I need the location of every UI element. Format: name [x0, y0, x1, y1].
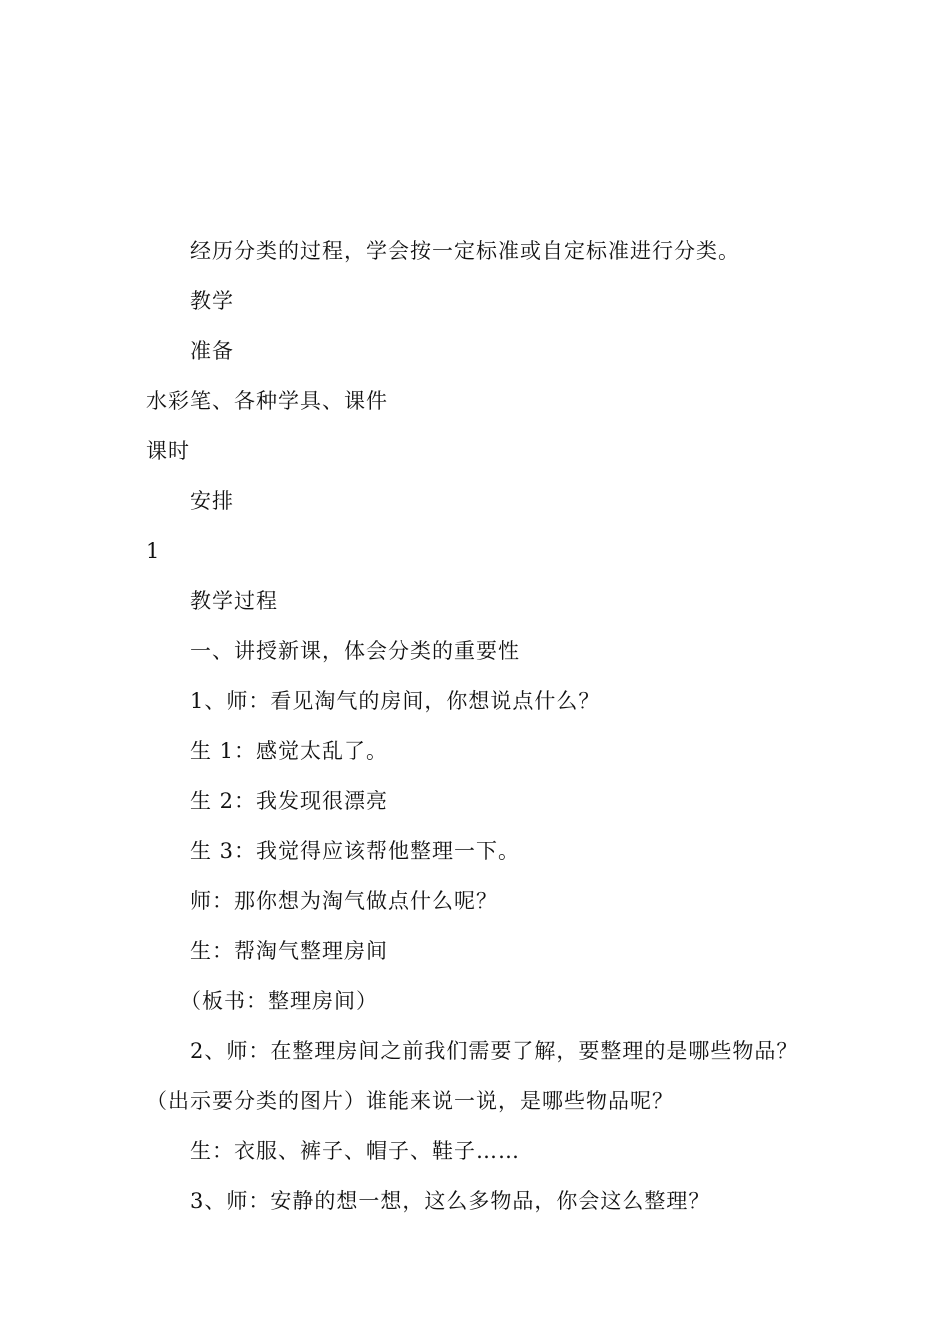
student-answer-1: 生 1：感觉太乱了。 [190, 739, 389, 763]
label-preparation: 准备 [190, 339, 234, 363]
student-answer-3: 生 3：我觉得应该帮他整理一下。 [190, 839, 521, 863]
teacher-question-2-continued: （出示要分类的图片）谁能来说一说，是哪些物品呢？ [146, 1089, 674, 1113]
label-teaching: 教学 [190, 289, 234, 313]
teacher-followup: 师：那你想为淘气做点什么呢？ [190, 889, 498, 913]
teacher-question-2: 2、师：在整理房间之前我们需要了解，要整理的是哪些物品？ [190, 1039, 799, 1063]
preparation-materials: 水彩笔、各种学具、课件 [146, 389, 388, 413]
blackboard-note: （板书：整理房间） [180, 989, 378, 1013]
student-response: 生：帮淘气整理房间 [190, 939, 388, 963]
section-heading-new-lesson: 一、讲授新课，体会分类的重要性 [190, 639, 520, 663]
label-arrangement: 安排 [190, 489, 234, 513]
label-lesson-hours: 课时 [146, 439, 190, 463]
teacher-question-1: 1、师：看见淘气的房间，你想说点什么？ [190, 689, 601, 713]
student-answer-2: 生 2：我发现很漂亮 [190, 789, 389, 813]
objective-text: 经历分类的过程，学会按一定标准或自定标准进行分类。 [190, 239, 740, 263]
student-item-list: 生：衣服、裤子、帽子、鞋子…… [190, 1139, 520, 1163]
section-heading-process: 教学过程 [190, 589, 278, 613]
lesson-count: 1 [146, 539, 161, 563]
teacher-question-3: 3、师：安静的想一想，这么多物品，你会这么整理？ [190, 1189, 711, 1213]
